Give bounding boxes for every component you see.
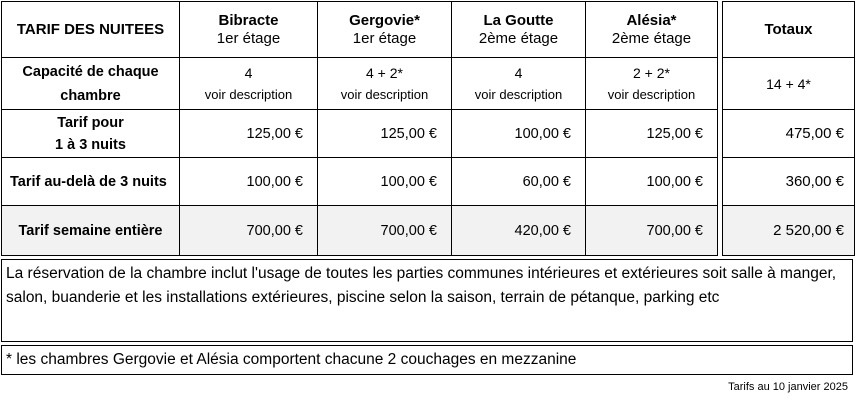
capacity-value: 2 + 2* bbox=[633, 64, 670, 81]
totaux-table bbox=[722, 1, 855, 256]
room-header-bibracte bbox=[180, 2, 318, 58]
price-cell: 700,00 € bbox=[586, 206, 718, 256]
room-floor: 1er étage bbox=[216, 29, 281, 47]
totaux-capacity-row bbox=[723, 58, 855, 110]
totaux-capacity: 14 + 4* bbox=[723, 58, 855, 110]
price-week-row bbox=[2, 206, 718, 256]
price-1-3-row bbox=[2, 110, 718, 158]
totaux-price-1-3-row bbox=[723, 110, 855, 158]
price-cell: 125,00 € bbox=[318, 110, 452, 158]
reservation-note: La réservation de la chambre inclut l'usage de toutes les parties communes intérieures et extérieures soit salle à manger, salon, buanderie et les installations extérieures, piscine selon la saison, terrain de pétanque, parking etc bbox=[1, 259, 853, 342]
capacity-note: voir description bbox=[607, 86, 696, 102]
room-name: Gergovie* bbox=[349, 11, 420, 29]
totaux-price-week: 2 520,00 € bbox=[723, 206, 855, 256]
capacity-cell bbox=[180, 58, 318, 110]
totaux-price-more-3-row bbox=[723, 158, 855, 206]
capacity-note: voir description bbox=[474, 86, 563, 102]
price-cell: 700,00 € bbox=[180, 206, 318, 256]
tarif-table bbox=[1, 1, 718, 256]
capacity-value: 4 bbox=[514, 64, 523, 81]
capacity-cell bbox=[318, 58, 452, 110]
price-more-3-label: Tarif au-delà de 3 nuits bbox=[2, 158, 180, 206]
corner-label-cell bbox=[2, 2, 180, 58]
capacity-cell bbox=[452, 58, 586, 110]
room-name: Alésia* bbox=[626, 11, 677, 29]
capacity-cell bbox=[586, 58, 718, 110]
totaux-price-week-row bbox=[723, 206, 855, 256]
capacity-label-line2: chambre bbox=[60, 87, 121, 104]
room-header-gergovie bbox=[318, 2, 452, 58]
totaux-header-cell bbox=[723, 2, 855, 58]
price-1-3-label-cell bbox=[2, 110, 180, 158]
price-cell: 125,00 € bbox=[180, 110, 318, 158]
price-cell: 420,00 € bbox=[452, 206, 586, 256]
price-cell: 100,00 € bbox=[452, 110, 586, 158]
totaux-header: Totaux bbox=[764, 20, 813, 38]
capacity-value: 4 + 2* bbox=[366, 64, 403, 81]
header-row bbox=[2, 2, 718, 58]
capacity-row bbox=[2, 58, 718, 110]
price-week-label: Tarif semaine entière bbox=[2, 206, 180, 256]
price-cell: 100,00 € bbox=[180, 158, 318, 206]
price-cell: 700,00 € bbox=[318, 206, 452, 256]
tariff-date: Tarifs au 10 janvier 2025 bbox=[728, 381, 848, 393]
capacity-label-cell bbox=[2, 58, 180, 110]
capacity-note: voir description bbox=[204, 86, 293, 102]
price-1-3-label-line2: 1 à 3 nuits bbox=[55, 136, 126, 153]
price-cell: 100,00 € bbox=[318, 158, 452, 206]
price-more-3-row bbox=[2, 158, 718, 206]
corner-label: TARIF DES NUITEES bbox=[16, 20, 165, 38]
price-cell: 125,00 € bbox=[586, 110, 718, 158]
capacity-label-line1: Capacité de chaque bbox=[22, 63, 159, 80]
price-1-3-label-line1: Tarif pour bbox=[57, 114, 124, 131]
totaux-header-row bbox=[723, 2, 855, 58]
room-header-alesia bbox=[586, 2, 718, 58]
room-name: La Goutte bbox=[483, 11, 554, 29]
capacity-note: voir description bbox=[340, 86, 429, 102]
mezzanine-note: * les chambres Gergovie et Alésia comportent chacune 2 couchages en mezzanine bbox=[1, 345, 853, 375]
price-cell: 60,00 € bbox=[452, 158, 586, 206]
room-header-la-goutte bbox=[452, 2, 586, 58]
totaux-price-more-3: 360,00 € bbox=[723, 158, 855, 206]
price-cell: 100,00 € bbox=[586, 158, 718, 206]
room-floor: 2ème étage bbox=[611, 29, 692, 47]
capacity-value: 4 bbox=[244, 64, 253, 81]
room-name: Bibracte bbox=[218, 11, 279, 29]
totaux-price-1-3: 475,00 € bbox=[723, 110, 855, 158]
room-floor: 1er étage bbox=[352, 29, 417, 47]
room-floor: 2ème étage bbox=[478, 29, 559, 47]
